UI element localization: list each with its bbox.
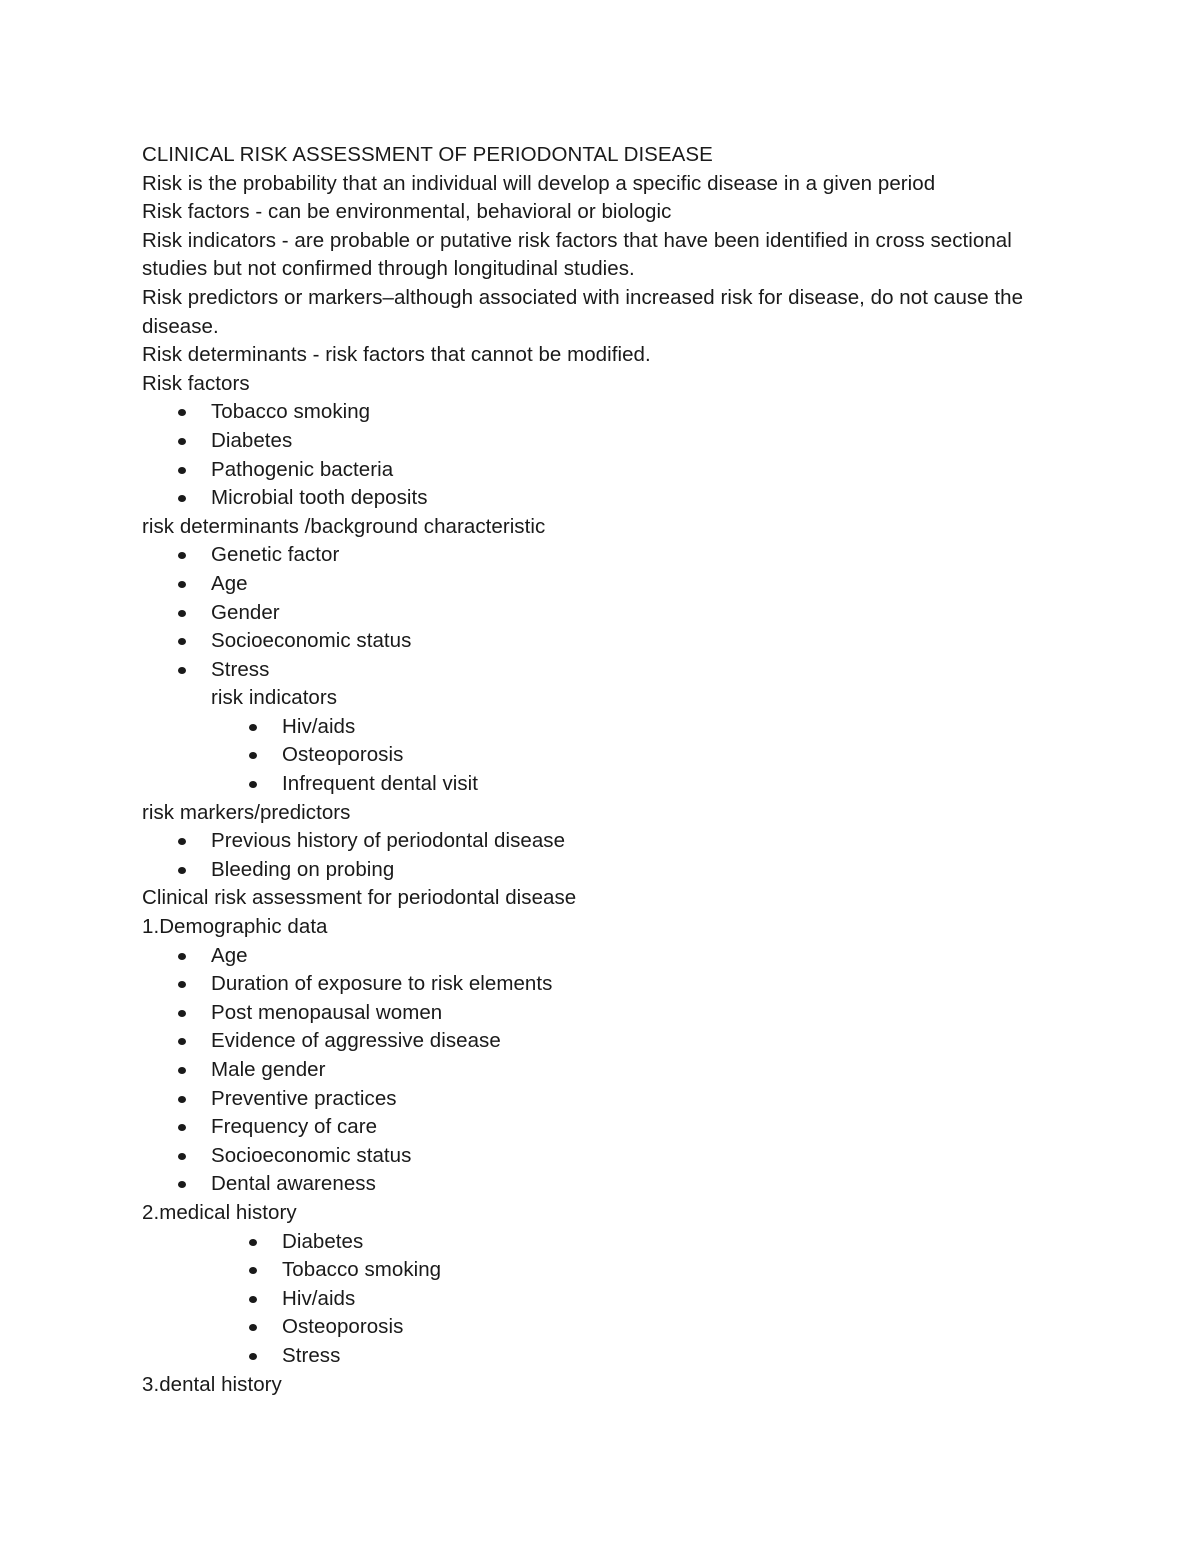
subheading-medical-history: 2.medical history <box>142 1200 297 1224</box>
bullet-icon <box>178 867 186 874</box>
bullet-icon <box>178 1067 186 1074</box>
definition-risk-factors: Risk factors - can be environmental, behavioral or biologic <box>142 200 672 224</box>
list-item <box>142 1085 1072 1114</box>
list-item-text: Male gender <box>211 1058 326 1081</box>
bullet-icon <box>249 1353 257 1360</box>
bullet-icon <box>178 1153 186 1160</box>
list-item <box>142 1228 1072 1257</box>
list-risk-factors <box>142 398 1072 512</box>
list-item <box>142 456 1072 485</box>
list-item-text: Hiv/aids <box>282 714 356 738</box>
list-item <box>142 541 1072 570</box>
list-item <box>142 999 1072 1028</box>
list-item-text: Gender <box>211 600 280 624</box>
list-risk-determinants <box>142 541 1072 684</box>
list-item <box>142 713 1072 742</box>
list-medical-history <box>142 1228 1072 1371</box>
list-item-text: Diabetes <box>211 428 293 452</box>
bullet-icon <box>178 581 186 588</box>
list-item-text: Diabetes <box>282 1229 364 1253</box>
list-item <box>142 1056 1072 1085</box>
list-item-text: Osteoporosis <box>282 1315 404 1339</box>
list-item <box>142 942 1072 971</box>
document-body <box>142 141 1072 1399</box>
list-item <box>142 1113 1072 1142</box>
list-risk-markers <box>142 827 1072 884</box>
bullet-icon <box>249 1267 257 1274</box>
definition-risk-indicators: Risk indicators - are probable or putative risk factors that have been identified in cross sectional studies but not confirmed through longitudinal studies. <box>142 228 1012 281</box>
list-item-text: Socioeconomic status <box>211 1143 412 1167</box>
bullet-icon <box>178 552 186 559</box>
list-item-text: Stress <box>282 1343 341 1367</box>
section-heading-risk-determinants: risk determinants /background characteristic <box>142 514 546 538</box>
list-item-text: Pathogenic bacteria <box>211 457 394 481</box>
list-item-text: Dental awareness <box>211 1172 376 1196</box>
list-item-text: Age <box>211 571 248 595</box>
bullet-icon <box>178 953 186 960</box>
bullet-icon <box>178 495 186 502</box>
section-heading-risk-indicators: risk indicators <box>211 686 338 710</box>
bullet-icon <box>178 981 186 988</box>
bullet-icon <box>178 1010 186 1017</box>
list-item <box>142 741 1072 770</box>
list-item <box>142 599 1072 628</box>
list-item <box>142 856 1072 885</box>
list-item <box>142 1170 1072 1199</box>
list-item-text: Duration of exposure to risk elements <box>211 972 553 996</box>
list-item <box>142 1342 1072 1371</box>
list-item-text: Microbial tooth deposits <box>211 486 428 510</box>
bullet-icon <box>178 610 186 617</box>
subheading-dental-history: 3.dental history <box>142 1372 282 1396</box>
list-item-text: Post menopausal women <box>211 1000 443 1024</box>
list-risk-indicators <box>142 713 1072 799</box>
list-item <box>142 570 1072 599</box>
list-item-text: Preventive practices <box>211 1086 397 1110</box>
bullet-icon <box>249 1239 257 1246</box>
bullet-icon <box>178 838 186 845</box>
bullet-icon <box>249 1324 257 1331</box>
bullet-icon <box>178 438 186 445</box>
bullet-icon <box>249 781 257 788</box>
bullet-icon <box>178 638 186 645</box>
list-item-text: Genetic factor <box>211 543 340 567</box>
bullet-icon <box>178 667 186 674</box>
list-item-text: Stress <box>211 657 270 681</box>
list-item-text: Osteoporosis <box>282 743 404 767</box>
list-item <box>142 427 1072 456</box>
definition-risk-predictors: Risk predictors or markers–although associated with increased risk for disease, do not cause the disease. <box>142 285 1024 338</box>
definition-risk: Risk is the probability that an individual will develop a specific disease in a given period <box>142 171 936 195</box>
list-item-text: Age <box>211 943 248 967</box>
list-item <box>142 1256 1072 1285</box>
subheading-demographic-data: 1.Demographic data <box>142 915 328 939</box>
definition-risk-determinants: Risk determinants - risk factors that cannot be modified. <box>142 343 651 367</box>
list-item-text: Evidence of aggressive disease <box>211 1029 501 1053</box>
section-heading-risk-markers: risk markers/predictors <box>142 800 351 824</box>
bullet-icon <box>249 1296 257 1303</box>
list-item-text: Previous history of periodontal disease <box>211 829 566 853</box>
bullet-icon <box>178 467 186 474</box>
list-item <box>142 970 1072 999</box>
list-item-text: Socioeconomic status <box>211 629 412 653</box>
bullet-icon <box>178 1124 186 1131</box>
list-item-text: Hiv/aids <box>282 1286 356 1310</box>
bullet-icon <box>249 752 257 759</box>
list-item-text: Tobacco smoking <box>282 1258 442 1282</box>
list-item <box>142 827 1072 856</box>
list-item <box>142 1285 1072 1314</box>
list-item <box>142 656 1072 685</box>
list-item-text: Infrequent dental visit <box>282 772 479 796</box>
list-item <box>142 1313 1072 1342</box>
list-item-text: Tobacco smoking <box>211 400 371 424</box>
bullet-icon <box>178 1038 186 1045</box>
list-item-text: Bleeding on probing <box>211 857 395 881</box>
list-item <box>142 1027 1072 1056</box>
list-item <box>142 484 1072 513</box>
bullet-icon <box>178 1181 186 1188</box>
list-item-text: Frequency of care <box>211 1115 378 1139</box>
list-item <box>142 1142 1072 1171</box>
list-item <box>142 398 1072 427</box>
list-demographic-data <box>142 942 1072 1199</box>
bullet-icon <box>178 1096 186 1103</box>
section-heading-assessment: Clinical risk assessment for periodontal disease <box>142 886 577 910</box>
list-item <box>142 770 1072 799</box>
bullet-icon <box>249 724 257 731</box>
list-item <box>142 627 1072 656</box>
document-title: CLINICAL RISK ASSESSMENT OF PERIODONTAL DISEASE <box>142 143 713 166</box>
bullet-icon <box>178 409 186 416</box>
section-heading-risk-factors: Risk factors <box>142 371 250 395</box>
